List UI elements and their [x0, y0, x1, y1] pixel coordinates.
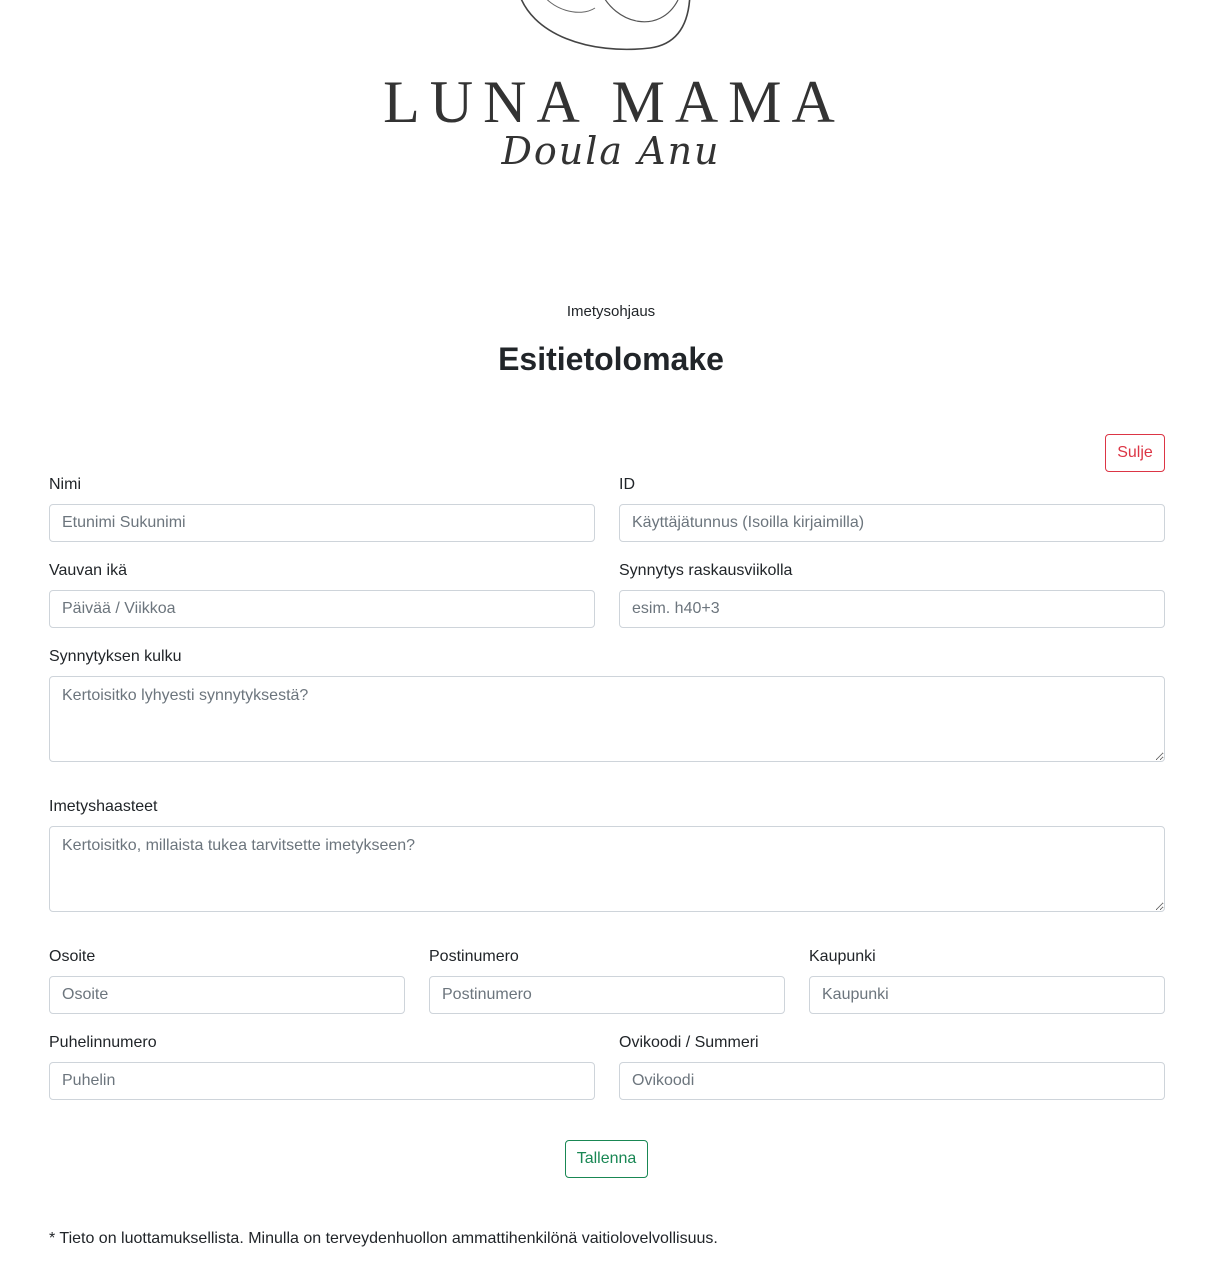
- brand-script: Doula Anu: [501, 129, 721, 173]
- birth-course-textarea[interactable]: [49, 676, 1165, 762]
- birth-course-label: Synnytyksen kulku: [49, 648, 182, 665]
- door-code-label: Ovikoodi / Summeri: [619, 1034, 759, 1051]
- phone-input[interactable]: [49, 1062, 595, 1100]
- moon-logo-icon: [500, 0, 720, 60]
- city-label: Kaupunki: [809, 948, 876, 965]
- id-input[interactable]: [619, 504, 1165, 542]
- name-label: Nimi: [49, 476, 81, 493]
- breastfeeding-label: Imetyshaasteet: [49, 798, 158, 815]
- logo: [0, 0, 1222, 200]
- postal-code-input[interactable]: [429, 976, 785, 1014]
- birth-week-label: Synnytys raskausviikolla: [619, 562, 793, 579]
- baby-age-label: Vauvan ikä: [49, 562, 127, 579]
- city-input[interactable]: [809, 976, 1165, 1014]
- address-input[interactable]: [49, 976, 405, 1014]
- phone-label: Puhelinnumero: [49, 1034, 157, 1051]
- id-label: ID: [619, 476, 635, 493]
- address-label: Osoite: [49, 948, 96, 965]
- brand-name: LUNA MAMA: [383, 69, 845, 135]
- birth-week-input[interactable]: [619, 590, 1165, 628]
- confidentiality-note: * Tieto on luottamuksellista. Minulla on terveydenhuollon ammattihenkilönä vaitiolovelvollisuus.: [49, 1230, 718, 1247]
- save-button[interactable]: Tallenna: [565, 1140, 648, 1178]
- page-title: Esitietolomake: [498, 341, 724, 377]
- breastfeeding-textarea[interactable]: [49, 826, 1165, 912]
- close-button[interactable]: Sulje: [1105, 434, 1165, 472]
- door-code-input[interactable]: [619, 1062, 1165, 1100]
- page-subtitle: Imetysohjaus: [566, 303, 656, 320]
- name-input[interactable]: [49, 504, 595, 542]
- baby-age-input[interactable]: [49, 590, 595, 628]
- postal-code-label: Postinumero: [429, 948, 519, 965]
